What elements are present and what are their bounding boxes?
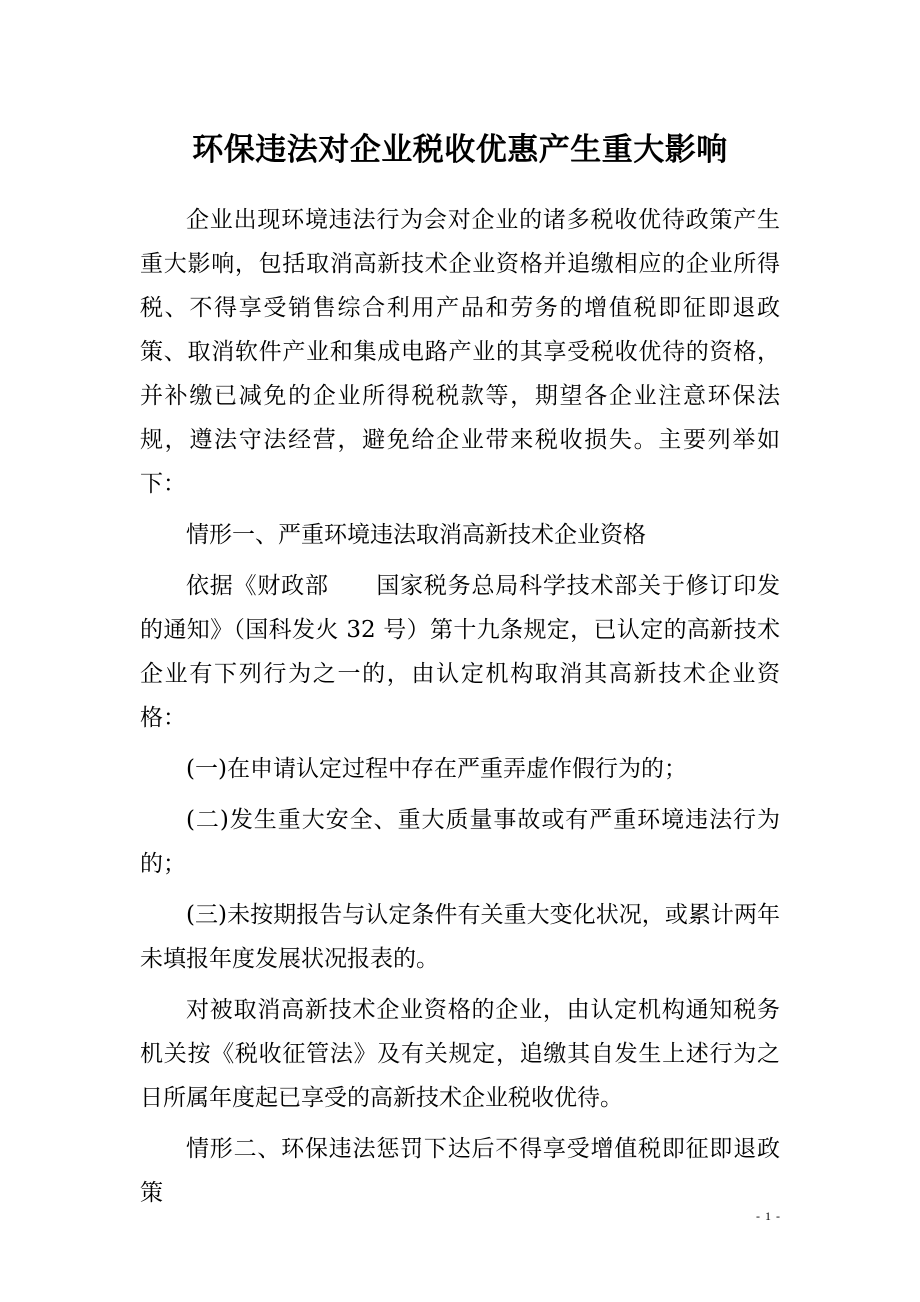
paragraph-recovery-rule: 对被取消高新技术企业资格的企业，由认定机构通知税务机关按《税收征管法》及有关规定，追缴其自发生上述行为之日所属年度起已享受的高新技术企业税收优待。 — [140, 997, 780, 1111]
paragraph-item-two: (二)发生重大安全、重大质量事故或有严重环境违法行为的； — [140, 807, 780, 877]
paragraph-intro: 企业出现环境违法行为会对企业的诸多税收优待政策产生重大影响，包括取消高新技术企业资格并追缴相应的企业所得税、不得享受销售综合利用产品和劳务的增值税即征即退政策、取消软件产业和集成电路产业的其享受税收优待的资格，并补缴已减免的企业所得税税款等，期望各企业注意环保法规，遵法守法经营，避免给企业带来税收损失。主要列举如下： — [140, 207, 780, 497]
document-title: 环保违法对企业税收优惠产生重大影响 — [192, 132, 728, 168]
paragraph-item-three: (三)未按期报告与认定条件有关重大变化状况，或累计两年未填报年度发展状况报表的。 — [140, 902, 780, 972]
paragraph-item-one: (一)在申请认定过程中存在严重弄虚作假行为的； — [186, 756, 687, 782]
paragraph-regulation-basis: 依据《财政部 国家税务总局科学技术部关于修订印发的通知》（国科发火 32 号）第十九条规定，已认定的高新技术企业有下列行为之一的，由认定机构取消其高新技术企业资格： — [140, 573, 780, 731]
page-number: - 1 - — [756, 1209, 781, 1223]
paragraph-case-one-heading: 情形一、严重环境违法取消高新技术企业资格 — [186, 522, 646, 548]
document-body — [140, 198, 780, 1222]
paragraph-case-two-heading: 情形二、环保违法惩罚下达后不得享受增值税即征即退政策 — [140, 1136, 780, 1206]
